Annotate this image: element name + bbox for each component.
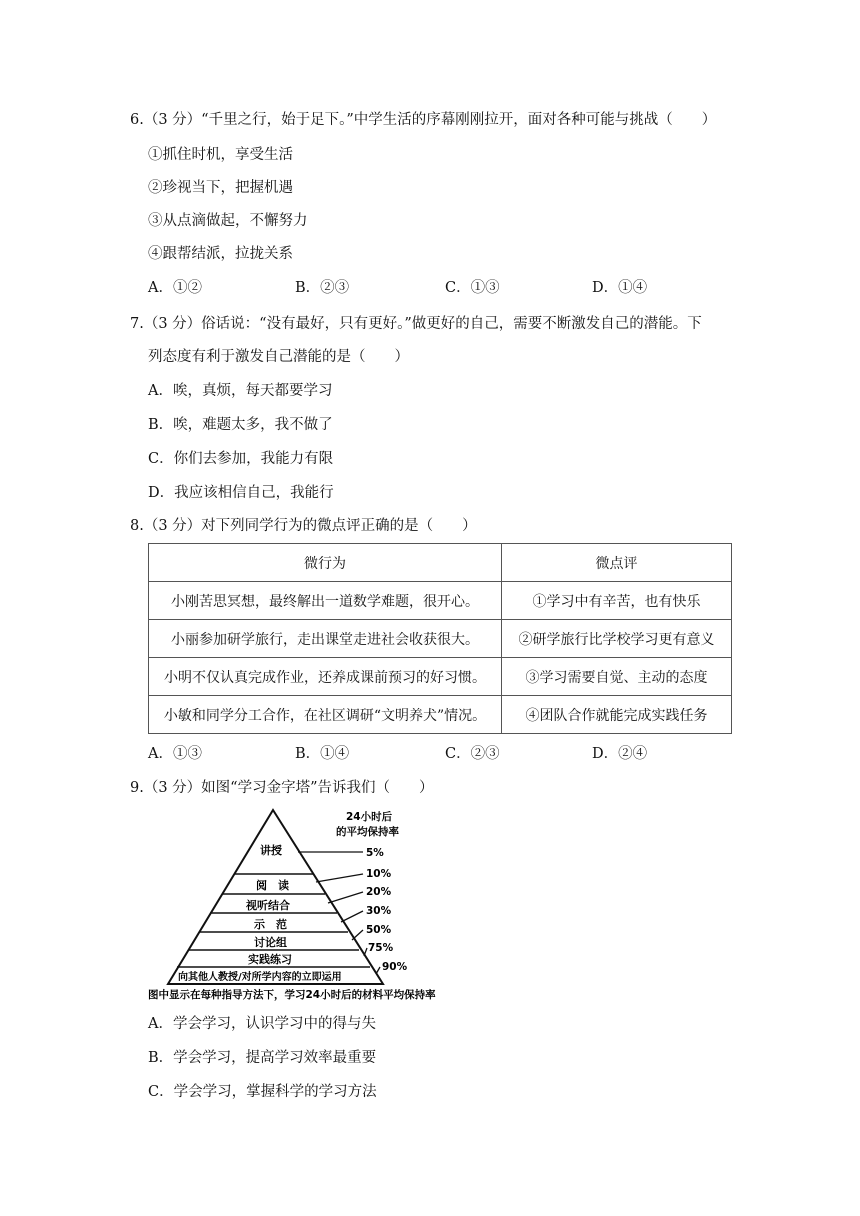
pyramid-level-label: 讨论组 [254, 936, 287, 949]
q6-option-a[interactable]: A．①② [148, 280, 202, 296]
q6-item-2: ②珍视当下，把握机遇 [148, 180, 293, 196]
q9-option-b[interactable]: B．学会学习，提高学习效率最重要 [148, 1050, 377, 1066]
pyramid-percentage: 30% [366, 905, 392, 917]
table-header-row [149, 544, 732, 582]
q6-item-3: ③从点滴做起，不懈努力 [148, 213, 308, 229]
table-header-behavior: 微行为 [149, 544, 502, 582]
q6-option-b[interactable]: B．②③ [295, 280, 350, 296]
table-row [149, 658, 732, 696]
q9-option-a[interactable]: A．学会学习，认识学习中的得与失 [148, 1016, 376, 1032]
q8-option-a[interactable]: A．①③ [148, 746, 202, 762]
q8-option-c[interactable]: C．②③ [445, 746, 500, 762]
q6-option-d[interactable]: D．①④ [592, 280, 648, 296]
pyramid-percentage: 20% [366, 886, 392, 898]
table-cell-behavior: 小刚苦思冥想，最终解出一道数学难题，很开心。 [149, 582, 502, 620]
q7-option-b[interactable]: B．唉，难题太多，我不做了 [148, 417, 333, 433]
q7-stem-line2: 列态度有利于激发自己潜能的是（ ） [148, 349, 409, 365]
pyramid-level-label: 视听结合 [246, 899, 290, 912]
table-cell-behavior: 小丽参加研学旅行，走出课堂走进社会收获很大。 [149, 620, 502, 658]
table-cell-behavior: 小敏和同学分工合作，在社区调研“文明养犬”情况。 [149, 696, 502, 734]
pyramid-percentage: 10% [366, 868, 392, 880]
pyramid-percentage: 5% [366, 847, 384, 859]
q8-option-b[interactable]: B．①④ [295, 746, 350, 762]
pyramid-header-line1: 24小时后 [346, 811, 393, 823]
pyramid-level-label: 讲授 [260, 844, 282, 857]
learning-pyramid-figure [148, 806, 488, 1001]
q8-stem: 8.（3 分）对下列同学行为的微点评正确的是（ ） [130, 518, 477, 534]
q7-stem-line1: 7.（3 分）俗话说：“没有最好，只有更好。”做更好的自己，需要不断激发自己的潜能。下 [130, 316, 702, 332]
q8-table [148, 543, 732, 734]
table-cell-comment: ④团队合作就能完成实践任务 [502, 696, 732, 734]
table-header-comment: 微点评 [502, 544, 732, 582]
pyramid-level-label: 向其他人教授/对所学内容的立即运用 [178, 972, 342, 983]
table-row [149, 582, 732, 620]
pyramid-percentage: 50% [366, 924, 392, 936]
q9-stem: 9.（3 分）如图“学习金字塔”告诉我们（ ） [130, 780, 434, 796]
pyramid-level-label: 示 范 [254, 918, 287, 931]
table-cell-comment: ③学习需要自觉、主动的态度 [502, 658, 732, 696]
pyramid-leader-line [328, 892, 363, 903]
table-cell-behavior: 小明不仅认真完成作业，还养成课前预习的好习惯。 [149, 658, 502, 696]
table-row [149, 696, 732, 734]
pyramid-level-label: 实践练习 [248, 953, 292, 966]
pyramid-caption: 图中显示在每种指导方法下，学习24小时后的材料平均保持率 [148, 989, 436, 1001]
pyramid-leader-line [316, 874, 363, 882]
table-row [149, 620, 732, 658]
pyramid-level-label: 阅 读 [256, 879, 289, 892]
pyramid-header-line2: 的平均保持率 [336, 826, 399, 838]
pyramid-leader-line [376, 967, 380, 974]
q6-item-4: ④跟帮结派，拉拢关系 [148, 246, 293, 262]
table-cell-comment: ②研学旅行比学校学习更有意义 [502, 620, 732, 658]
q7-option-a[interactable]: A．唉，真烦，每天都要学习 [148, 383, 333, 399]
pyramid-percentage: 75% [368, 942, 394, 954]
q8-option-d[interactable]: D．②④ [592, 746, 648, 762]
q6-option-c[interactable]: C．①③ [445, 280, 500, 296]
q7-option-c[interactable]: C．你们去参加，我能力有限 [148, 451, 334, 467]
pyramid-leader-line [352, 930, 363, 940]
table-cell-comment: ①学习中有辛苦，也有快乐 [502, 582, 732, 620]
q9-option-c[interactable]: C．学会学习，掌握科学的学习方法 [148, 1084, 377, 1100]
q7-option-d[interactable]: D．我应该相信自己，我能行 [148, 485, 334, 501]
pyramid-percentage: 90% [382, 961, 408, 973]
q6-item-1: ①抓住时机，享受生活 [148, 147, 293, 163]
q6-stem: 6.（3 分）“千里之行，始于足下。”中学生活的序幕刚刚拉开，面对各种可能与挑战（ ） [130, 112, 717, 128]
pyramid-leader-line [341, 911, 363, 922]
